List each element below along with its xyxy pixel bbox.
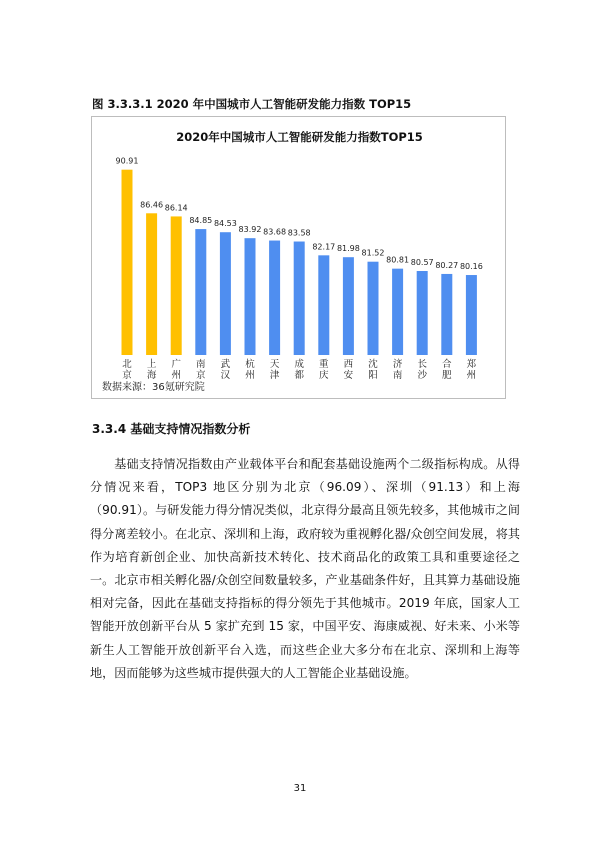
bar-3 <box>195 229 206 355</box>
chart-source: 数据来源：36氪研究院 <box>102 382 205 393</box>
category-label-5: 杭州 <box>245 359 255 381</box>
value-label-8: 82.17 <box>312 242 336 252</box>
bar-12 <box>417 271 428 355</box>
category-label-6: 天津 <box>269 359 280 381</box>
value-label-13: 80.27 <box>435 260 459 270</box>
value-label-11: 80.81 <box>386 255 410 265</box>
category-label-10: 沈阳 <box>368 359 378 381</box>
bar-6 <box>269 241 280 355</box>
category-label-3: 南京 <box>196 359 206 381</box>
category-label-8: 重庆 <box>319 359 329 381</box>
value-label-7: 83.58 <box>287 228 311 238</box>
bar-10 <box>368 262 379 355</box>
value-label-3: 84.85 <box>189 216 213 226</box>
bar-4 <box>220 232 231 355</box>
category-label-12: 长沙 <box>417 359 427 381</box>
category-label-2: 广州 <box>171 359 181 381</box>
bar-1 <box>146 213 157 355</box>
category-label-14: 郑州 <box>466 359 477 381</box>
value-label-4: 84.53 <box>213 219 237 229</box>
value-label-5: 83.92 <box>238 225 262 235</box>
bar-14 <box>466 275 477 355</box>
bar-13 <box>441 274 452 355</box>
bar-7 <box>294 242 305 355</box>
category-label-7: 成都 <box>294 359 304 381</box>
bar-0 <box>122 170 133 355</box>
value-label-10: 81.52 <box>361 248 385 258</box>
figure-caption: 图 3.3.3.1 2020 年中国城市人工智能研发能力指数 TOP15 <box>92 97 412 111</box>
category-label-1: 上海 <box>146 359 157 381</box>
category-label-4: 武汉 <box>220 359 231 381</box>
bar-5 <box>245 238 256 355</box>
category-label-11: 济南 <box>392 359 403 381</box>
value-label-12: 80.57 <box>410 258 434 268</box>
value-label-14: 80.16 <box>459 262 483 272</box>
category-label-9: 西安 <box>343 359 354 381</box>
value-label-6: 83.68 <box>263 227 287 237</box>
value-label-0: 90.91 <box>115 156 139 166</box>
category-label-0: 北京 <box>122 359 132 381</box>
body-paragraph: 基础支持情况指数由产业载体平台和配套基础设施两个二级指标构成。从得分情况来看，TOP3 地区分别为北京（96.09）、深圳（91.13）和上海（90.91）。与研发能力得分情况类似，北京得分最高且领先较多，其他城市之间得分离差较小。在北京、深圳和上海，政府较为重视孵化器/众创空间发展，将其作为培育新创企业、加快高新技术转化、技术商品化的政策工具和重要途径之一。北京市相关孵化器/众创空间数量较多，产业基础条件好，且其算力基础设施相对完备，因此在基础支持指标的得分领先于其他城市。2019 年底，国家人工智能开放创新平台从 5 家扩充到 15 家，中国平安、海康威视、好未来、小米等新生人工智能开放创新平台入选，而这些企业大多分布在北京、深圳和上海等地，因而能够为这些城市提供强大的人工智能企业基础设施。 <box>90 457 520 680</box>
bar-chart <box>91 116 506 399</box>
page-number: 31 <box>293 783 307 794</box>
bar-11 <box>392 269 403 355</box>
section-heading: 3.3.4 基础支持情况指数分析 <box>92 422 251 436</box>
chart-title: 2020年中国城市人工智能研发能力指数TOP15 <box>176 130 423 144</box>
value-label-2: 86.14 <box>164 203 188 213</box>
bar-2 <box>171 216 182 355</box>
bar-9 <box>343 257 354 355</box>
value-label-9: 81.98 <box>336 244 360 254</box>
category-label-13: 合肥 <box>442 359 452 381</box>
value-label-1: 86.46 <box>140 200 164 210</box>
bar-8 <box>318 255 329 355</box>
chart-canvas <box>92 117 507 400</box>
